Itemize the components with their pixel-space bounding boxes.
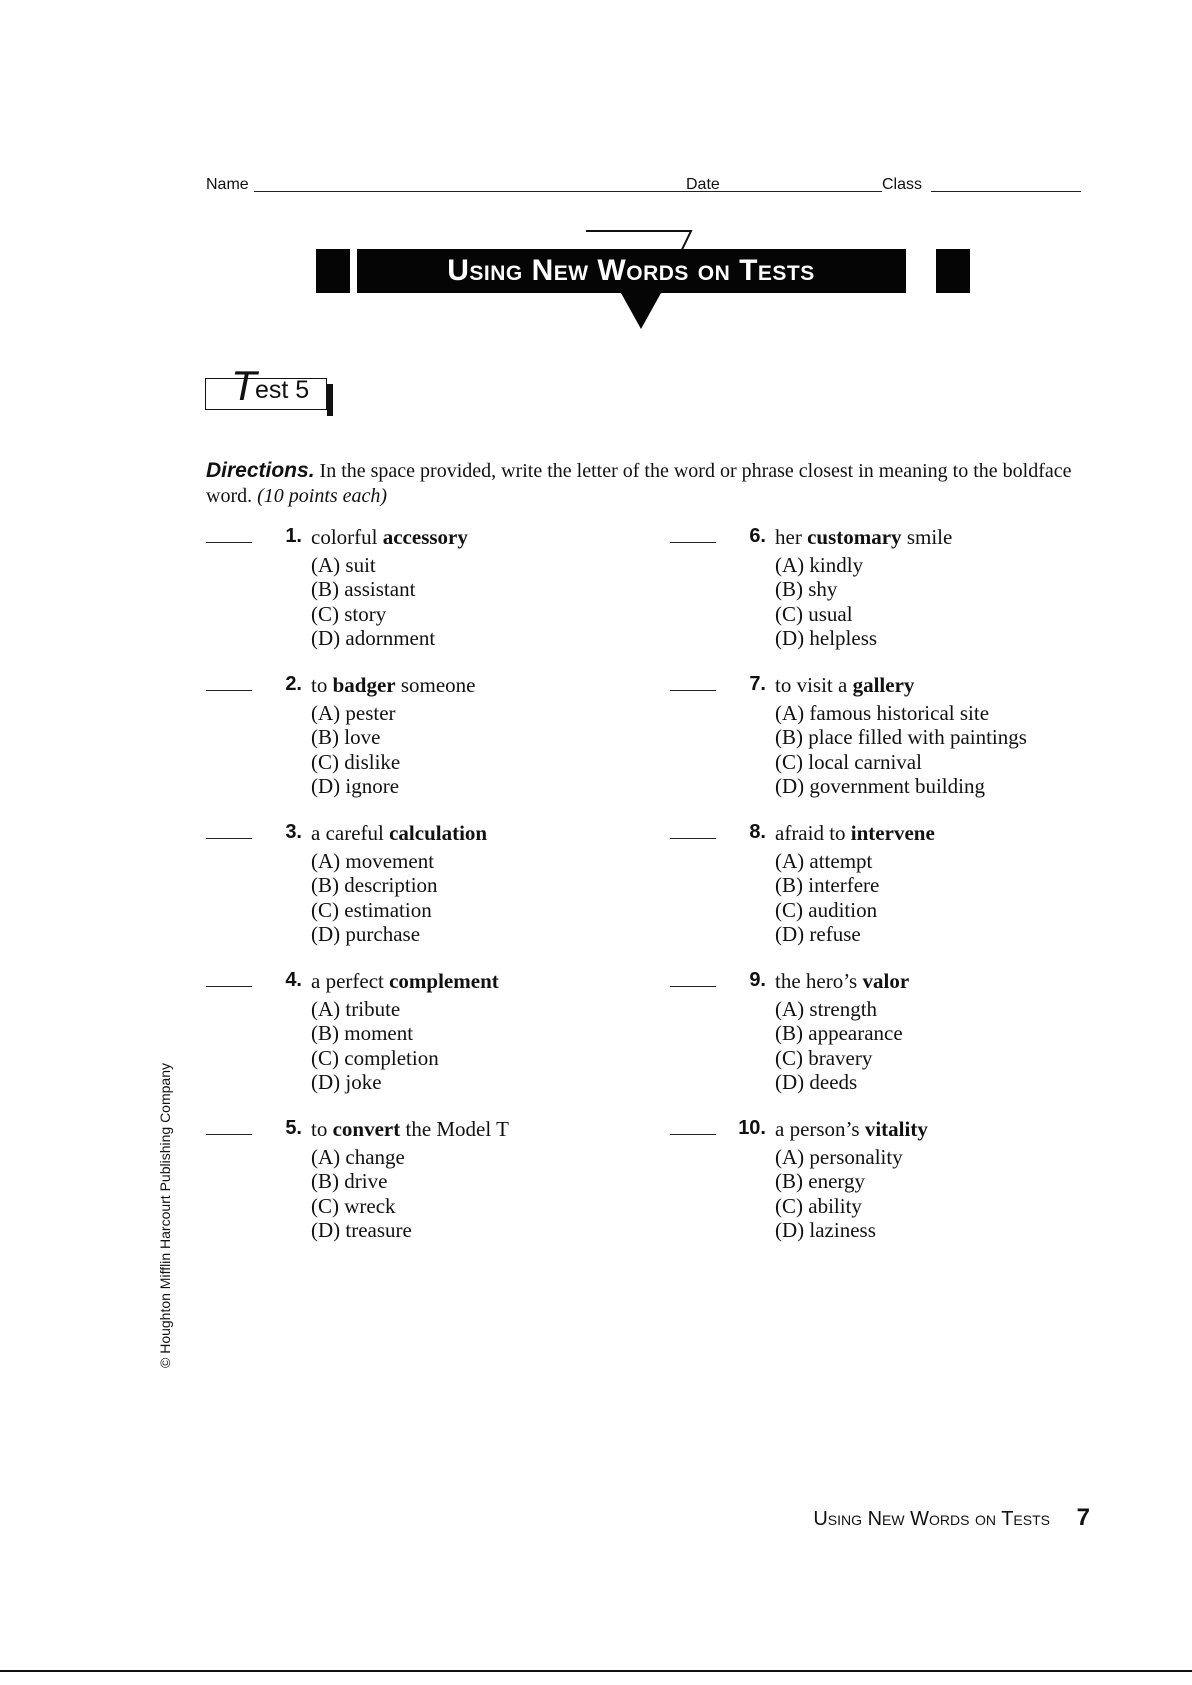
answer-option: (C) local carnival	[775, 750, 922, 774]
directions-text: In the space provided, write the letter of the word or phrase closest in meaning to the boldface word.	[206, 460, 1072, 507]
section-banner	[316, 229, 976, 329]
directions-points: (10 points each)	[257, 485, 388, 507]
answer-option: (C) dislike	[311, 750, 401, 774]
question-stem	[311, 1117, 509, 1142]
answer-option: (D) ignore	[311, 774, 400, 798]
stem-text: the hero’s	[775, 969, 863, 993]
answer-option: (A) movement	[311, 849, 435, 873]
boldface-word: vitality	[864, 1117, 928, 1141]
answer-option: (A) kindly	[775, 553, 864, 577]
stem-text: colorful	[311, 525, 383, 549]
class-field[interactable]	[931, 191, 1081, 192]
question-stem	[775, 673, 914, 698]
stem-text: to	[311, 1117, 333, 1141]
question-item	[206, 1117, 666, 1257]
banner-left-block	[316, 249, 350, 293]
question-number: 9.	[749, 969, 766, 991]
stem-text: a person’s	[775, 1117, 865, 1141]
answer-option: (A) pester	[311, 701, 396, 725]
stem-text: her	[775, 525, 808, 549]
answer-option: (B) assistant	[311, 577, 416, 601]
question-item	[670, 1117, 1130, 1257]
answer-option: (C) estimation	[311, 898, 432, 922]
question-item	[670, 969, 1130, 1109]
stem-text: a perfect	[311, 969, 390, 993]
name-label: Name	[206, 176, 249, 193]
test-label-shadow	[327, 384, 333, 416]
boldface-word: intervene	[850, 821, 935, 845]
answer-option: (B) shy	[775, 577, 838, 601]
answer-option: (D) adornment	[311, 626, 436, 650]
answer-option: (D) government building	[775, 774, 985, 798]
answer-option: (C) audition	[775, 898, 878, 922]
stem-text: the Model T	[400, 1117, 509, 1141]
answer-option: (A) strength	[775, 997, 878, 1021]
question-number: 6.	[749, 525, 766, 547]
question-number: 3.	[285, 821, 302, 843]
question-item	[206, 673, 666, 813]
directions-lead: Directions.	[206, 459, 315, 482]
boldface-word: badger	[332, 673, 396, 697]
answer-option: (B) appearance	[775, 1021, 903, 1045]
header-fields	[206, 176, 1081, 198]
question-stem	[775, 969, 909, 994]
question-item	[206, 969, 666, 1109]
banner-right-block	[936, 249, 970, 293]
stem-text: a careful	[311, 821, 390, 845]
question-item	[206, 821, 666, 961]
stem-text: to visit a	[775, 673, 853, 697]
directions	[206, 458, 1096, 509]
answer-option: (D) refuse	[775, 922, 861, 946]
test-label	[205, 362, 335, 418]
answer-option: (C) bravery	[775, 1046, 873, 1070]
boldface-word: valor	[862, 969, 910, 993]
question-item	[670, 673, 1130, 813]
answer-option: (D) joke	[311, 1070, 382, 1094]
boldface-word: gallery	[852, 673, 915, 697]
question-number: 7.	[749, 673, 766, 695]
question-number: 5.	[285, 1117, 302, 1139]
boldface-word: complement	[389, 969, 499, 993]
answer-option: (B) description	[311, 873, 438, 897]
answer-option: (C) usual	[775, 602, 853, 626]
question-item	[206, 525, 666, 665]
stem-text: to	[311, 673, 333, 697]
question-number: 2.	[285, 673, 302, 695]
question-item	[670, 525, 1130, 665]
boldface-word: convert	[332, 1117, 401, 1141]
question-stem	[775, 1117, 928, 1142]
answer-option: (D) treasure	[311, 1218, 412, 1242]
answer-option: (C) ability	[775, 1194, 862, 1218]
question-stem	[775, 821, 935, 846]
answer-option: (D) purchase	[311, 922, 421, 946]
answer-option: (D) deeds	[775, 1070, 858, 1094]
question-stem	[311, 673, 476, 698]
stem-text: smile	[901, 525, 953, 549]
page-footer	[795, 1504, 1090, 1534]
answer-option: (B) interfere	[775, 873, 880, 897]
copyright-notice: © Houghton Mifflin Harcourt Publishing Company	[157, 1063, 173, 1368]
test-label-initial: T	[231, 362, 257, 409]
question-stem	[311, 969, 499, 994]
answer-option: (A) change	[311, 1145, 405, 1169]
answer-option: (D) laziness	[775, 1218, 876, 1242]
question-number: 4.	[285, 969, 302, 991]
answer-option: (B) moment	[311, 1021, 414, 1045]
answer-option: (B) drive	[311, 1169, 388, 1193]
answer-option: (C) story	[311, 602, 387, 626]
stem-text: someone	[395, 673, 476, 697]
answer-option: (A) attempt	[775, 849, 873, 873]
question-item	[670, 821, 1130, 961]
question-number: 10.	[738, 1117, 766, 1139]
question-stem	[775, 525, 952, 550]
banner-title: Using New Words on Tests	[447, 254, 815, 287]
boldface-word: accessory	[382, 525, 468, 549]
page-number: 7	[1076, 1504, 1090, 1531]
boldface-word: customary	[807, 525, 902, 549]
class-label: Class	[882, 176, 923, 193]
answer-option: (A) personality	[775, 1145, 903, 1169]
test-label-text: est 5	[255, 376, 310, 404]
answer-option: (B) place filled with paintings	[775, 725, 1027, 749]
answer-option: (B) love	[311, 725, 381, 749]
question-number: 8.	[749, 821, 766, 843]
date-label: Date	[686, 176, 720, 193]
stem-text: afraid to	[775, 821, 851, 845]
answer-option: (D) helpless	[775, 626, 878, 650]
boldface-word: calculation	[389, 821, 488, 845]
answer-option: (B) energy	[775, 1169, 865, 1193]
date-field[interactable]	[727, 191, 877, 192]
answer-option: (C) completion	[311, 1046, 439, 1070]
bottom-rule	[0, 1670, 1192, 1672]
answer-option: (A) suit	[311, 553, 376, 577]
answer-option: (A) famous historical site	[775, 701, 990, 725]
footer-title: Using New Words on Tests	[813, 1508, 1050, 1530]
question-stem	[311, 821, 487, 846]
answer-option: (A) tribute	[311, 997, 401, 1021]
question-stem	[311, 525, 468, 550]
question-number: 1.	[285, 525, 302, 547]
answer-option: (C) wreck	[311, 1194, 396, 1218]
